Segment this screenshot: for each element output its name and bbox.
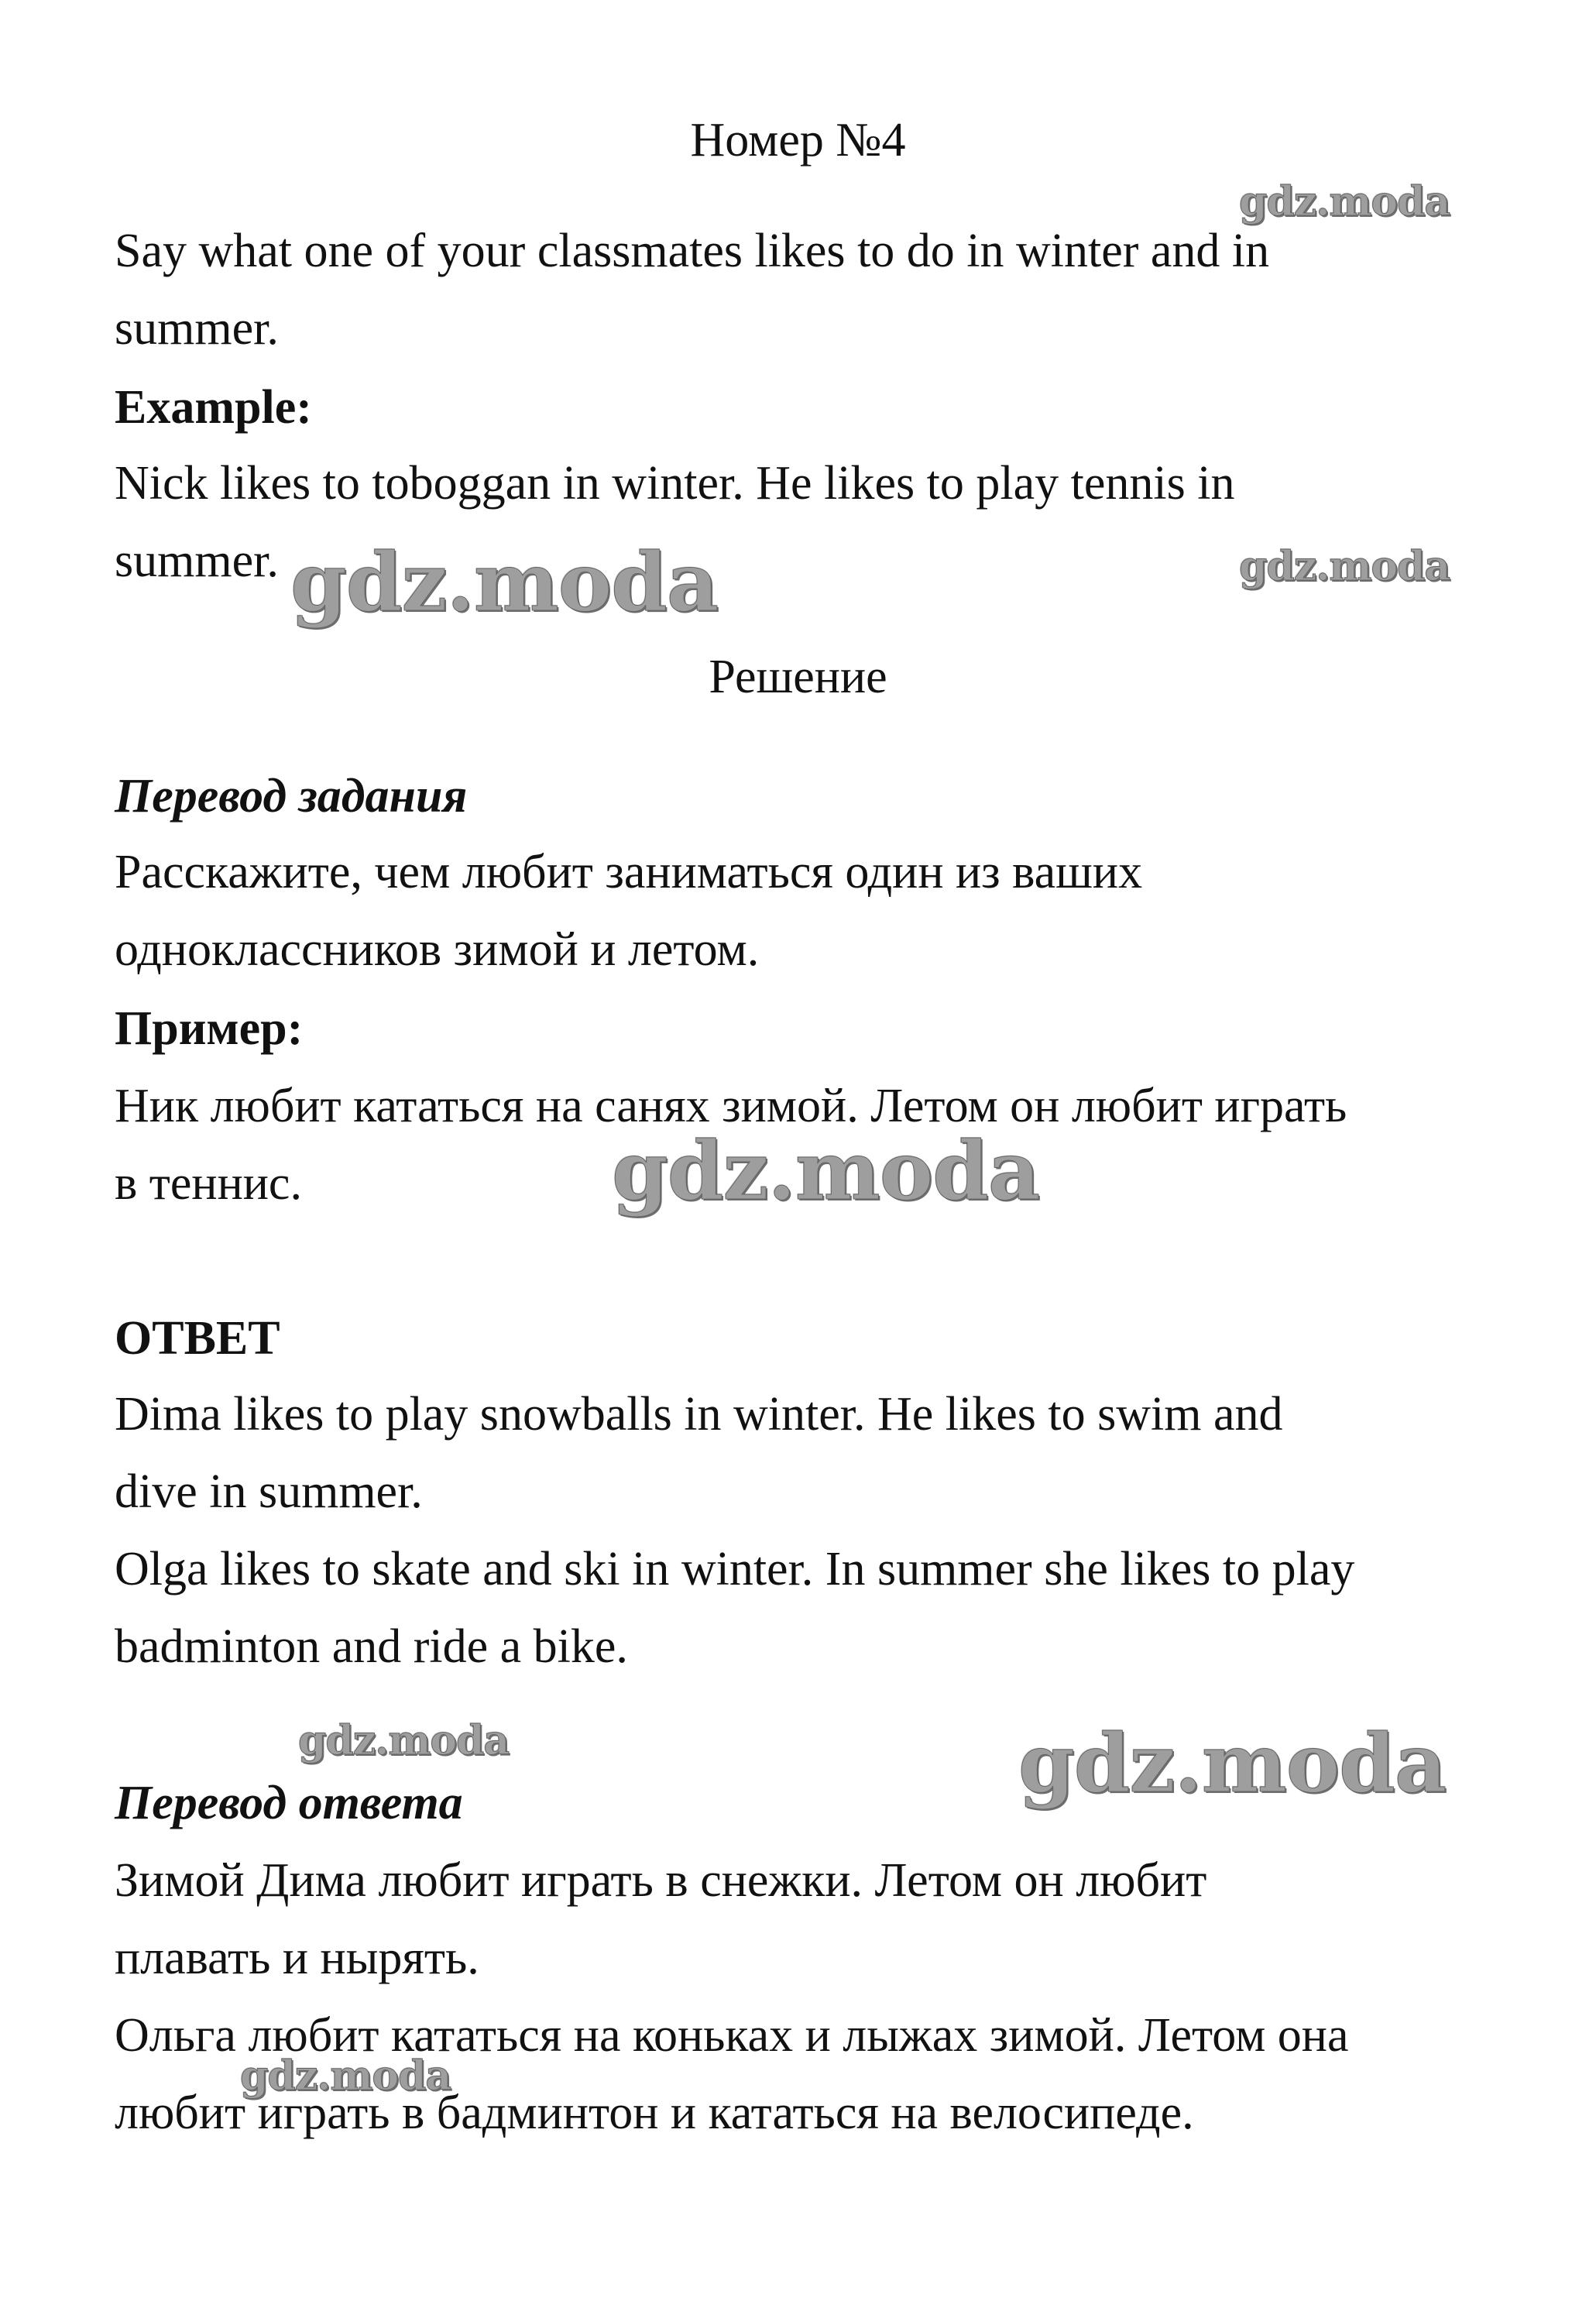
translation-line-2: одноклассников зимой и летом. bbox=[115, 923, 760, 976]
watermark: gdz.moda bbox=[1239, 178, 1450, 225]
watermark: gdz.moda bbox=[1239, 543, 1450, 590]
example-label: Example: bbox=[115, 381, 312, 434]
answer-translation-line-2: плавать и нырять. bbox=[115, 1932, 479, 1984]
answer-translation-line-1: Зимой Дима любит играть в снежки. Летом он любит bbox=[115, 1854, 1207, 1907]
watermark: gdz.moda bbox=[240, 2052, 451, 2100]
answer-line-3: Olga likes to skate and ski in winter. In summer she likes to play bbox=[115, 1543, 1355, 1595]
translation-example-line-2: в теннис. bbox=[115, 1157, 302, 1210]
watermark: gdz.moda bbox=[1018, 1716, 1447, 1811]
solution-heading: Решение bbox=[709, 651, 887, 703]
answer-translation-heading: Перевод ответа bbox=[115, 1777, 463, 1829]
page-title: Номер №4 bbox=[690, 114, 906, 167]
watermark: gdz.moda bbox=[612, 1123, 1040, 1218]
answer-translation-line-3: Ольга любит кататься на коньках и лыжах зимой. Летом она bbox=[115, 2009, 1349, 2062]
translation-heading: Перевод задания bbox=[115, 770, 468, 823]
answer-translation-line-4: любит играть в бадминтон и кататься на велосипеде. bbox=[115, 2087, 1194, 2139]
translation-example-label: Пример: bbox=[115, 1002, 304, 1055]
example-line-2: summer. bbox=[115, 534, 279, 587]
task-line-1: Say what one of your classmates likes to do in winter and in bbox=[115, 225, 1270, 277]
answer-line-2: dive in summer. bbox=[115, 1465, 423, 1518]
translation-line-1: Расскажите, чем любит заниматься один из ваших bbox=[115, 846, 1143, 898]
answer-line-1: Dima likes to play snowballs in winter. He likes to swim and bbox=[115, 1388, 1283, 1441]
watermark: gdz.moda bbox=[290, 534, 719, 630]
answer-heading: ОТВЕТ bbox=[115, 1312, 280, 1365]
example-line-1: Nick likes to toboggan in winter. He likes to play tennis in bbox=[115, 457, 1235, 510]
task-line-2: summer. bbox=[115, 302, 279, 355]
translation-example-line-1: Ник любит кататься на санях зимой. Летом он любит играть bbox=[115, 1080, 1347, 1132]
watermark: gdz.moda bbox=[298, 1717, 510, 1764]
answer-line-4: badminton and ride a bike. bbox=[115, 1620, 628, 1673]
